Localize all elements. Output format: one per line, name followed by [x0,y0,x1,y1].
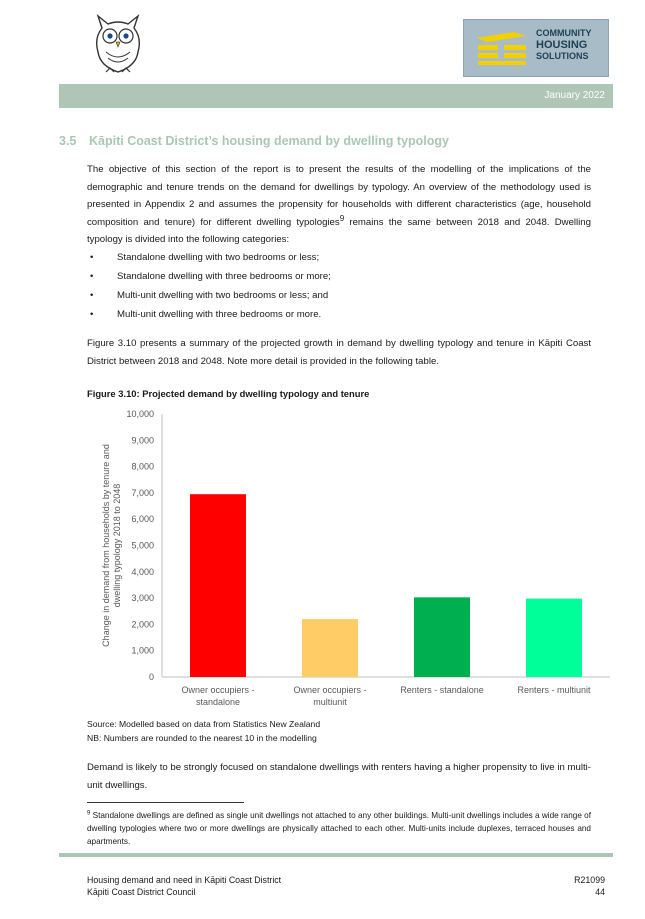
header-date: January 2022 [544,90,605,101]
footer-right [574,874,605,898]
y-tick-label: 5,000 [131,540,154,551]
y-tick-label: 3,000 [131,593,154,604]
bullet-text: Multi-unit dwelling with two bedrooms or less; and [117,290,329,301]
section-number: 3.5 [59,134,77,148]
footnote-reference[interactable]: 9 [339,213,345,223]
footer-report-code: R21099 [574,875,605,885]
conclusion-paragraph: Demand is likely to be strongly focused on standalone dwellings with renters having a higher propensity to live in multi-unit dwellings. [87,762,591,791]
logo-line-solutions: SOLUTIONS [536,51,589,61]
x-tick-label: Renters - standalone [400,685,484,695]
bar [526,599,582,677]
bullet-text: Standalone dwelling with three bedrooms or more; [117,271,331,282]
bullet-text: Standalone dwelling with two bedrooms or less; [117,252,320,263]
bullet-icon: • [90,290,94,301]
y-axis-label: Change in demand from households by tenure anddwelling typology 2018 to 2048 [101,444,122,647]
list-item [87,248,591,267]
note-line: NB: Numbers are rounded to the nearest 10 in the modelling [87,732,317,743]
page-number: 44 [595,887,605,897]
footnote-number: 9 [87,810,91,817]
section-title-text: Kāpiti Coast District’s housing demand by dwelling typology [89,134,449,148]
footer-left [87,874,281,898]
y-tick-label: 7,000 [131,487,154,498]
y-tick-label: 6,000 [131,514,154,525]
footnote-divider [87,802,244,803]
x-tick-label: Owner occupiers -multiunit [293,685,367,707]
demand-bar-chart [96,404,616,714]
x-tick-label: Renters - multiunit [517,685,591,695]
figure-caption: Figure 3.10: Projected demand by dwelling typology and tenure [87,388,370,399]
bar [414,597,470,677]
bullet-icon: • [90,271,94,282]
y-tick-label: 2,000 [131,619,154,630]
footnote-text: Standalone dwellings are defined as single unit dwellings not attached to any other buildings. Multi-unit dwellings includes a wide range of dwelling typologies where two or more dwellings are physically attached to each other. Multi-units include duplexes, terraced houses and apartments. [87,811,592,846]
bullet-text: Multi-unit dwelling with three bedrooms or more. [117,309,322,320]
y-tick-label: 0 [148,672,154,682]
owl-mascot-icon [92,14,144,78]
y-tick-label: 1,000 [131,645,154,656]
community-housing-solutions-logo [463,19,609,77]
figure-intro-paragraph: Figure 3.10 presents a summary of the projected growth in demand by dwelling typology and tenure in Kāpiti Coast District between 2018 and 2048. Note more detail is provided in the following table. [87,338,591,367]
logo-line-housing: HOUSING [536,39,588,51]
y-tick-label: 9,000 [131,435,154,446]
section-title [59,134,449,148]
logo-bars-icon [472,30,530,66]
bar [190,494,246,677]
source-line: Source: Modelled based on data from Statistics New Zealand [87,719,321,729]
intro-paragraph [87,161,591,249]
logo-line-community: COMMUNITY [536,28,592,38]
footnote [87,810,591,848]
bullet-icon: • [90,309,94,320]
list-item [87,267,591,286]
y-tick-label: 8,000 [131,461,154,472]
figure-source [87,718,320,745]
y-tick-label: 10,000 [126,409,154,419]
intro-text-a: The objective of this section of the report is to present the results of the modelling of the implications of the demographic and tenure trends on the demand for dwellings by typology. An overview of the methodology used is presented in Appendix 2 and assumes the propensity for households with different characteristics (age, household composition and tenure) for different dwelling typologies [87,164,591,228]
list-item [87,286,591,305]
typology-bullet-list [87,248,591,324]
header-band [59,84,613,108]
footer-band [59,853,613,857]
intro-text-b: remains the same between 2018 and 2048. Dwelling typology is divided into the following categories: [87,216,591,245]
bullet-icon: • [90,252,94,263]
y-tick-label: 4,000 [131,566,154,577]
footer-report-title: Housing demand and need in Kāpiti Coast District [87,875,282,885]
footer-client: Kāpiti Coast District Council [87,887,196,897]
bar [302,619,358,677]
list-item [87,305,591,324]
x-tick-label: Owner occupiers -standalone [181,685,255,707]
